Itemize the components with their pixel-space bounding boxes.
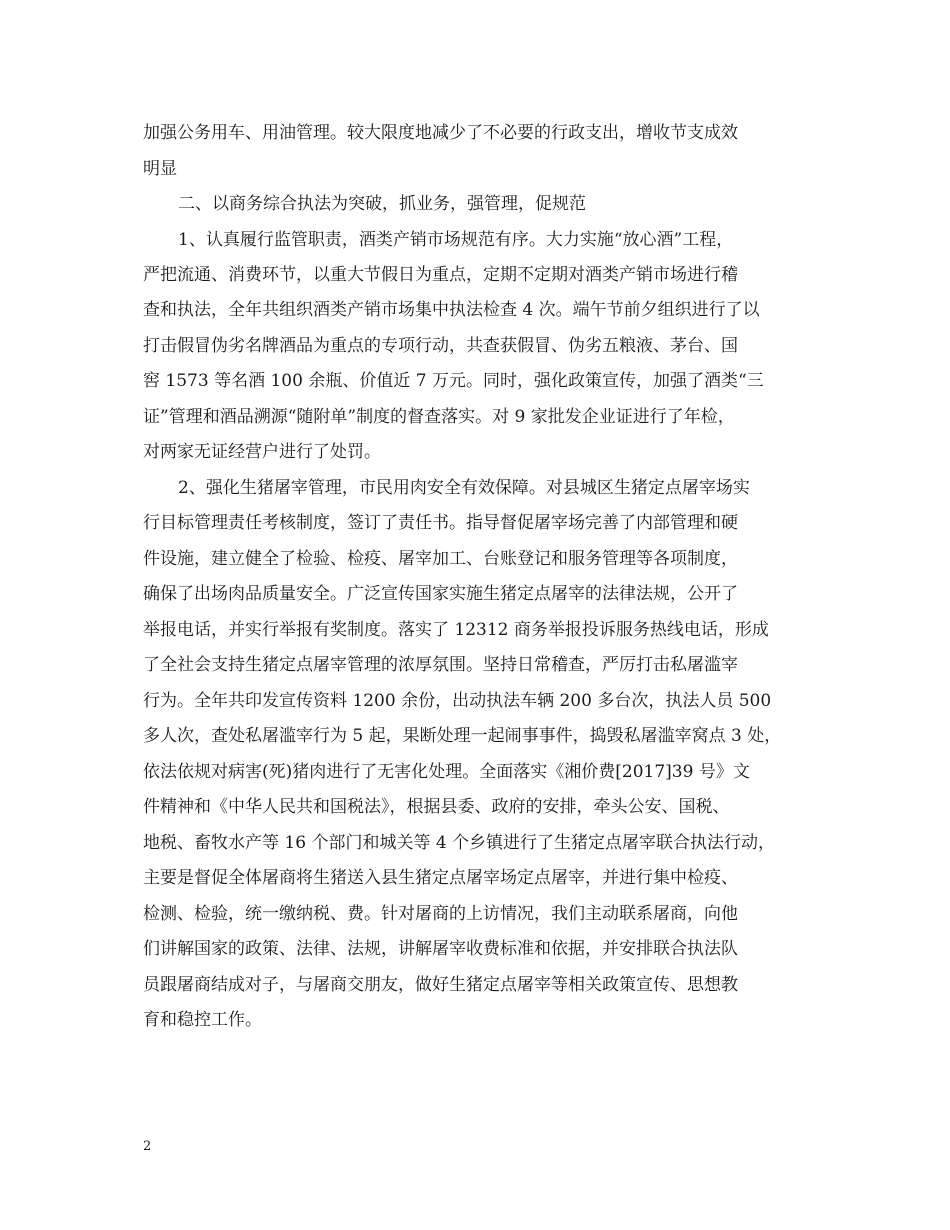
text-line: 打击假冒伪劣名牌酒品为重点的专项行动，共查获假冒、伪劣五粮液、茅台、国	[143, 336, 738, 356]
paragraph-start: 1、认真履行监管职责，酒类产销市场规范有序。大力实施“放心酒”工程，	[178, 230, 734, 250]
text-line: 多人次，查处私屠滥宰行为 5 起，果断处理一起闹事事件，捣毁私屠滥宰窝点 3 处，	[143, 726, 782, 746]
text-line: 依法依规对病害(死)猪肉进行了无害化处理。全面落实《湘价费[2017]39 号》文	[143, 762, 750, 782]
text-line: 们讲解国家的政策、法律、法规，讲解屠宰收费标准和依据，并安排联合执法队	[143, 939, 738, 959]
text-line: 举报电话，并实行举报有奖制度。落实了 12312 商务举报投诉服务热线电话，形成	[143, 620, 769, 640]
section-heading: 二、以商务综合执法为突破，抓业务，强管理，促规范	[178, 194, 586, 214]
text-line: 地税、畜牧水产等 16 个部门和城关等 4 个乡镇进行了生猪定点屠宰联合执法行动，	[143, 833, 776, 853]
page-number: 2	[143, 1139, 152, 1154]
text-line: 检测、检验，统一缴纳税、费。针对屠商的上访情况，我们主动联系屠商，向他	[143, 904, 738, 924]
text-line: 件设施，建立健全了检验、检疫、屠宰加工、台账登记和服务管理等各项制度，	[143, 549, 738, 569]
text-line: 育和稳控工作。	[143, 1010, 262, 1030]
text-line: 主要是督促全体屠商将生猪送入县生猪定点屠宰场定点屠宰，并进行集中检疫、	[143, 868, 738, 888]
text-line: 了全社会支持生猪定点屠宰管理的浓厚氛围。坚持日常稽查，严厉打击私屠滥宰	[143, 655, 738, 675]
text-line: 窖 1573 等名酒 100 余瓶、价值近 7 万元。同时，强化政策宣传，加强了酒类“三	[143, 371, 764, 391]
text-line: 行目标管理责任考核制度，签订了责任书。指导督促屠宰场完善了内部管理和硬	[143, 513, 738, 533]
text-line: 员跟屠商结成对子，与屠商交朋友，做好生猪定点屠宰等相关政策宣传、思想教	[143, 975, 738, 995]
text-line: 严把流通、消费环节，以重大节假日为重点，定期不定期对酒类产销市场进行稽	[143, 265, 738, 285]
text-line: 件精神和《中华人民共和国税法》，根据县委、政府的安排，牵头公安、国税、	[143, 797, 730, 817]
paragraph-start: 2、强化生猪屠宰管理，市民用肉安全有效保障。对县城区生猪定点屠宰场实	[178, 478, 750, 498]
text-line: 查和执法，全年共组织酒类产销市场集中执法检查 4 次。端午节前夕组织进行了以	[143, 300, 760, 320]
text-line: 加强公务用车、用油管理。较大限度地减少了不必要的行政支出，增收节支成效	[143, 123, 738, 143]
text-line: 行为。全年共印发宣传资料 1200 余份，出动执法车辆 200 多台次，执法人员 500	[143, 691, 772, 711]
text-line: 确保了出场肉品质量安全。广泛宣传国家实施生猪定点屠宰的法律法规，公开了	[143, 584, 738, 604]
text-line: 证”管理和酒品溯源“随附单”制度的督查落实。对 9 家批发企业证进行了年检，	[143, 407, 735, 427]
text-line: 对两家无证经营户进行了处罚。	[143, 442, 381, 462]
text-line: 明显	[143, 159, 177, 179]
